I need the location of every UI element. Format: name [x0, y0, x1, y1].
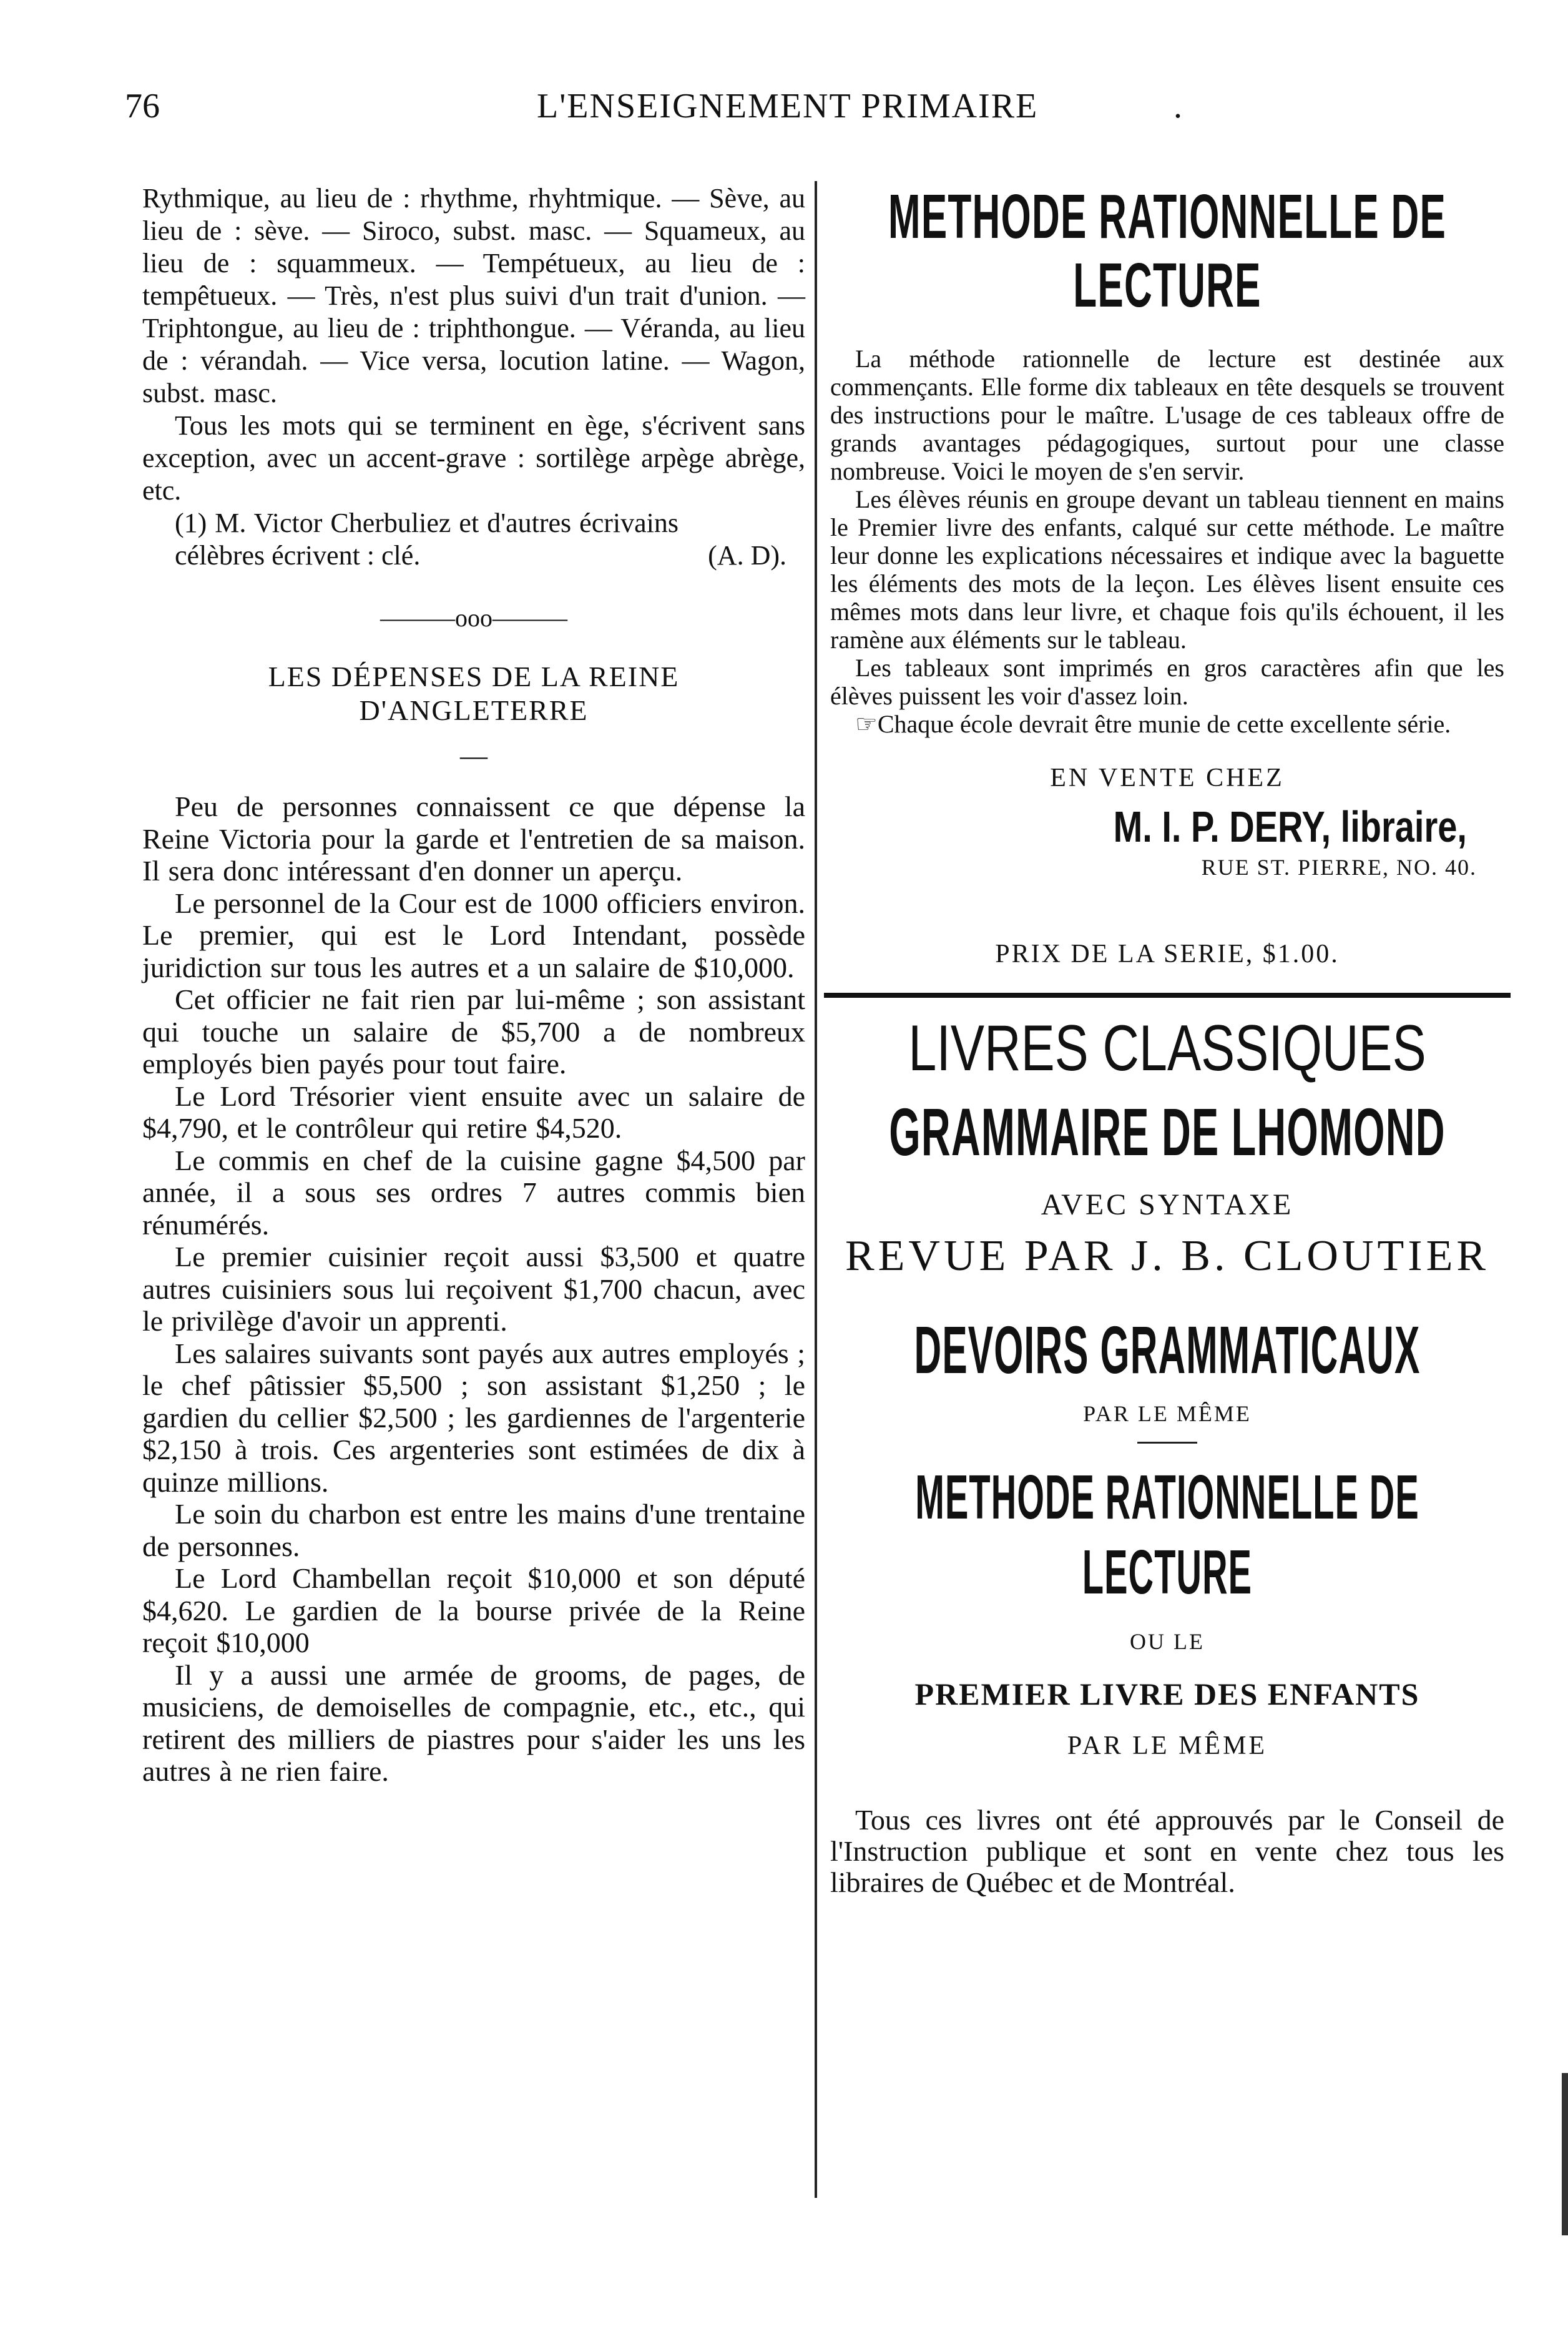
- en-vente: EN VENTE CHEZ: [1050, 764, 1285, 792]
- footnote-line1: (1) M. Victor Cherbuliez et d'autres écrivains: [175, 508, 679, 538]
- article-paragraph: Cet officier ne fait rien par lui-même ; son assistant qui touche un salaire de $5,700 a de nombreux employés bien payés pour tout faire.: [142, 983, 805, 1080]
- par-le-meme-2: PAR LE MÊME: [1067, 1731, 1268, 1760]
- footnote-signature: (A. D).: [708, 540, 786, 571]
- article-title-line1: LES DÉPENSES DE LA REINE: [268, 661, 680, 692]
- article-paragraph: Le commis en chef de la cuisine gagne $4,500 par année, il a sous ses ordres 7 autres commis bien rénumérés.: [142, 1144, 805, 1241]
- title-dash: —: [460, 741, 488, 771]
- series-price: PRIX DE LA SERIE, $1.00.: [995, 940, 1340, 968]
- footnote-line2: célèbres écrivent : clé.: [175, 540, 421, 571]
- running-title: L'ENSEIGNEMENT PRIMAIRE: [537, 87, 1039, 126]
- article-paragraph: Il y a aussi une armée de grooms, de pages, de musiciens, de demoiselles de compagnie, etc., etc., qui retirent des milliers de piastres pour s'aider les uns les autres à ne rien faire.: [142, 1658, 805, 1787]
- grammaire-heading: GRAMMAIRE DE LHOMOND: [889, 1094, 1446, 1169]
- article-paragraph: Le premier cuisinier reçoit aussi $3,500 et quatre autres cuisiniers sous lui reçoivent $1,700 chacun, avec le privilège d'avoir un apprenti.: [142, 1241, 805, 1337]
- livres-classiques-heading: LIVRES CLASSIQUES: [908, 1012, 1426, 1085]
- glossary-paragraph: Rythmique, au lieu de : rhythme, rhyhtmique. — Sève, au lieu de : sève. — Siroco, subst. masc. — Squameux, au lieu de : squammeux. — Tempétueux, au lieu de : tempêtueux. — Très, n'est plus suivi d'un trait d'union. — Triphtongue, au lieu de : triphthongue. — Véranda, au lieu de : vérandah. — Vice versa, locution latine. — Wagon, subst. masc.: [142, 183, 805, 408]
- short-dash: [1137, 1442, 1197, 1444]
- seller-name: M. I. P. DERY, libraire,: [1113, 802, 1467, 851]
- footnote-line2-row: [142, 539, 805, 572]
- rule-paragraph: Tous les mots qui se terminent en ège, s'écrivent sans exception, avec un accent-grave : sortilège arpège abrège, etc.: [142, 410, 805, 506]
- ad-title: METHODE RATIONNELLE DE LECTURE: [888, 182, 1447, 320]
- ad-paragraph: ☞Chaque école devrait être munie de cette excellente série.: [855, 710, 1451, 738]
- devoirs-heading: DEVOIRS GRAMMATICAUX: [914, 1312, 1421, 1387]
- header-dot: .: [1174, 87, 1182, 126]
- revue-par: REVUE PAR J. B. CLOUTIER: [845, 1232, 1490, 1280]
- section-ornament: ———ooo———: [380, 604, 567, 632]
- article-paragraph: Le Lord Chambellan reçoit $10,000 et son député $4,620. Le gardien de la bourse privée de la Reine reçoit $10,000: [142, 1562, 805, 1658]
- article-paragraph: Le Lord Trésorier vient ensuite avec un salaire de $4,790, et le contrôleur qui retire $4,520.: [142, 1080, 805, 1144]
- article-body: [142, 790, 805, 1788]
- methode-heading: METHODE RATIONNELLE DE LECTURE: [915, 1462, 1419, 1607]
- article-paragraph: Le soin du charbon est entre les mains d'une trentaine de personnes.: [142, 1498, 805, 1562]
- article-title-line2: D'ANGLETERRE: [359, 694, 589, 726]
- par-le-meme-1: PAR LE MÊME: [1083, 1401, 1252, 1426]
- avec-syntaxe: AVEC SYNTAXE: [1041, 1188, 1294, 1221]
- premier-livre-heading: PREMIER LIVRE DES ENFANTS: [914, 1677, 1420, 1711]
- section-rule: [824, 993, 1511, 998]
- article-paragraph: Le personnel de la Cour est de 1000 officiers environ. Le premier, qui est le Lord Intendant, possède juridiction sur tous les autres et a un salaire de $10,000.: [142, 887, 805, 983]
- article-title: [142, 660, 805, 727]
- left-column: [142, 182, 805, 1788]
- right-column: [830, 182, 1504, 1898]
- ad-paragraph: La méthode rationnelle de lecture est destinée aux commençants. Elle forme dix tableaux en tête desquels se trouvent des instructions pour le maître. L'usage de ces tableaux offre de grands avantages pédagogiques, surtout pour une classe nombreuse. Voici le moyen de s'en servir.: [830, 345, 1504, 485]
- seller-address: RUE ST. PIERRE, NO. 40.: [1201, 855, 1477, 880]
- ad-paragraph: Les tableaux sont imprimés en gros caractères afin que les élèves puissent les voir d'assez loin.: [830, 654, 1504, 710]
- article-paragraph: Les salaires suivants sont payés aux autres employés ; le chef pâtissier $5,500 ; son assistant $1,250 ; le gardien du cellier $2,500 ; les gardiennes de l'argenterie $2,150 à trois. Ces argenteries sont estimées de dix à quinze millions.: [142, 1337, 805, 1498]
- closing-paragraph: Tous ces livres ont été approuvés par le Conseil de l'Instruction publique et sont en vente chez tous les libraires de Québec et de Montréal.: [830, 1804, 1504, 1898]
- edge-mark: [1562, 2073, 1568, 2235]
- ad-paragraph: Les élèves réunis en groupe devant un tableau tiennent en mains le Premier livre des enfants, calqué sur cette méthode. Le maître leur donne les explications nécessaires et indique avec la baguette les éléments des mots de la leçon. Les élèves lisent ensuite ces mêmes mots dans leur livre, et chaque fois qu'ils échouent, il les ramène aux éléments sur le tableau.: [830, 485, 1504, 654]
- column-divider: [815, 181, 817, 2198]
- page-number: 76: [125, 87, 160, 126]
- article-paragraph: Peu de personnes connaissent ce que dépense la Reine Victoria pour la garde et l'entretien de sa maison. Il sera donc intéressant d'en donner un aperçu.: [142, 790, 805, 887]
- ou-le: OU LE: [1130, 1629, 1205, 1654]
